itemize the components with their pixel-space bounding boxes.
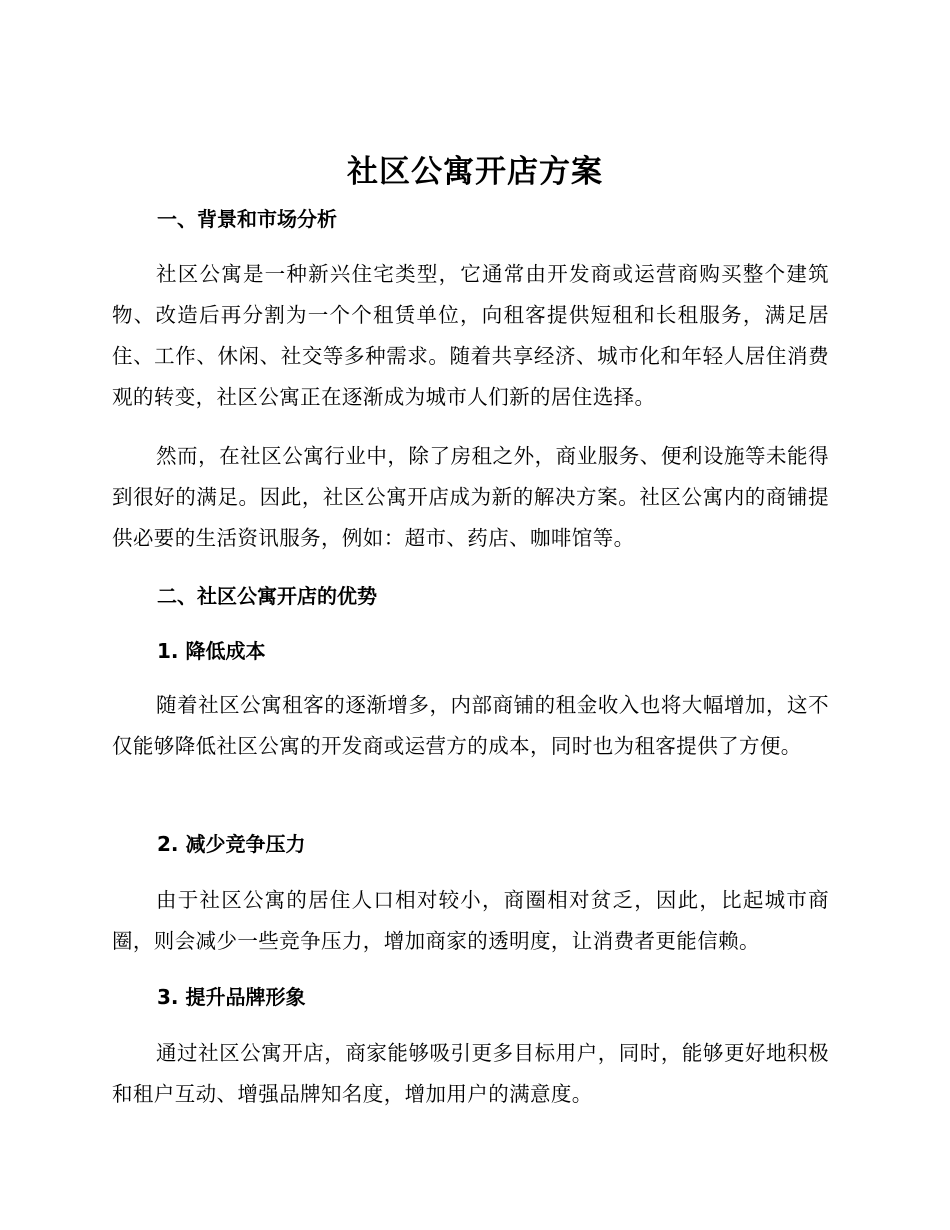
paragraph-reduce-competition: 由于社区公寓的居住人口相对较小，商圈相对贫乏，因此，比起城市商圈，则会减少一些竞争压力，增加商家的透明度，让消费者更能信赖。 [112,888,829,953]
subsection-heading-reduce-cost: 1. 降低成本 [157,639,266,663]
paragraph-reduce-cost: 随着社区公寓租客的逐渐增多，内部商铺的租金收入也将大幅增加，这不仅能够降低社区公寓的开发商或运营方的成本，同时也为租客提供了方便。 [112,693,829,758]
subsection-heading-brand-image: 3. 提升品牌形象 [157,985,306,1009]
paragraph-brand-image: 通过社区公寓开店，商家能够吸引更多目标用户，同时，能够更好地积极和租户互动、增强品牌知名度，增加用户的满意度。 [112,1041,829,1106]
subsection-heading-reduce-competition: 2. 减少竞争压力 [157,832,306,856]
section-heading-advantages: 二、社区公寓开店的优势 [157,584,377,608]
paragraph-background-1: 社区公寓是一种新兴住宅类型，它通常由开发商或运营商购买整个建筑物、改造后再分割为一个个租赁单位，向租客提供短租和长租服务，满足居住、工作、休闲、社交等多种需求。随着共享经济、城市化和年轻人居住消费观的转变，社区公寓正在逐渐成为城市人们新的居住选择。 [112,262,829,409]
section-heading-background: 一、背景和市场分析 [157,207,337,231]
paragraph-background-2: 然而，在社区公寓行业中，除了房租之外，商业服务、便利设施等未能得到很好的满足。因此，社区公寓开店成为新的解决方案。社区公寓内的商铺提供必要的生活资讯服务，例如：超市、药店、咖啡馆等。 [112,444,829,550]
document-title: 社区公寓开店方案 [347,154,603,190]
